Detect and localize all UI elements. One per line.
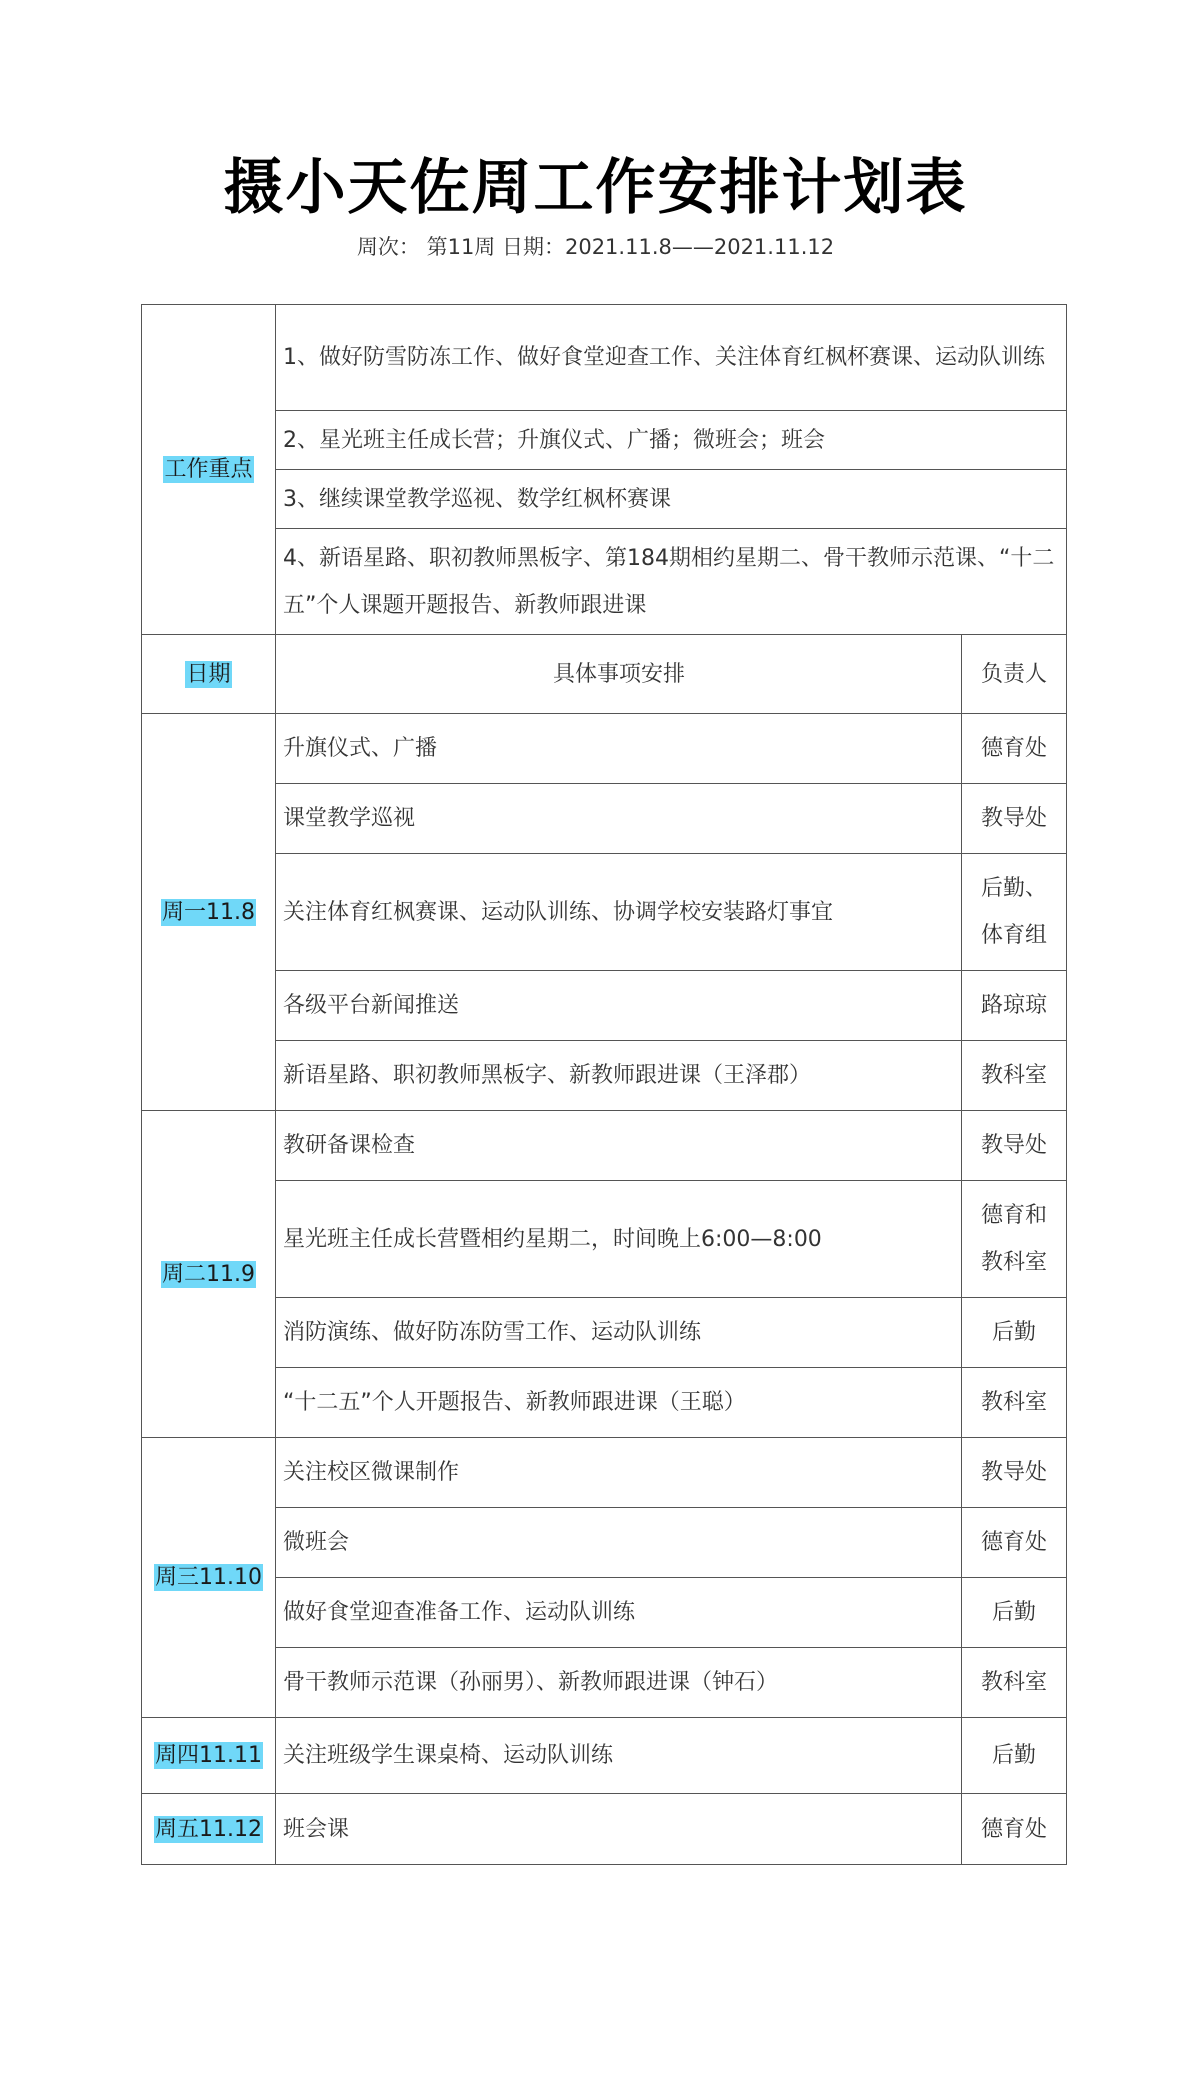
task-owner: 德育处	[962, 1508, 1067, 1578]
task-owner-text: 德育和教科室	[980, 1203, 1047, 1275]
task-owner-text: 后勤、体育组	[980, 876, 1047, 948]
week-date-line: 周次： 第11周 日期：2021.11.8——2021.11.12	[356, 235, 835, 259]
table-row	[142, 1648, 1067, 1718]
task-item: 教研备课检查	[276, 1111, 962, 1181]
task-owner: 后勤	[962, 1298, 1067, 1368]
focus-item: 1、做好防雪防冻工作、做好食堂迎查工作、关注体育红枫杯赛课、运动队训练	[276, 305, 1067, 411]
table-row	[142, 1111, 1067, 1181]
table-row	[142, 1718, 1067, 1794]
table-header-row	[142, 635, 1067, 714]
header-date: 日期	[186, 661, 231, 687]
task-owner: 德育处	[962, 1794, 1067, 1865]
day-label: 周三11.10	[155, 1565, 262, 1590]
table-row	[142, 1181, 1067, 1298]
table-row	[142, 854, 1067, 971]
table-row	[142, 1794, 1067, 1865]
task-item: 班会课	[276, 1794, 962, 1865]
table-row	[142, 1438, 1067, 1508]
task-owner: 教科室	[962, 1648, 1067, 1718]
day-label-cell	[142, 1794, 276, 1865]
task-owner: 后勤	[962, 1578, 1067, 1648]
task-item: 课堂教学巡视	[276, 784, 962, 854]
task-item: 升旗仪式、广播	[276, 714, 962, 784]
header-owner: 负责人	[962, 635, 1067, 714]
focus-row	[142, 411, 1067, 470]
task-owner	[962, 1181, 1067, 1298]
table-row	[142, 1368, 1067, 1438]
table-row	[142, 1298, 1067, 1368]
day-label: 周一11.8	[162, 899, 255, 925]
focus-label-cell	[142, 305, 276, 635]
day-label-cell	[142, 1718, 276, 1794]
schedule-table	[141, 304, 1067, 1865]
page-title: 摄小天佐周工作安排计划表	[223, 153, 968, 223]
focus-item: 4、新语星路、职初教师黑板字、第184期相约星期二、骨干教师示范课、“十二五”个人课题开题报告、新教师跟进课	[276, 529, 1067, 635]
table-row	[142, 1508, 1067, 1578]
header-items: 具体事项安排	[276, 635, 962, 714]
day-label: 周四11.11	[155, 1743, 262, 1768]
task-item: 消防演练、做好防冻防雪工作、运动队训练	[276, 1298, 962, 1368]
day-label-cell	[142, 1438, 276, 1718]
task-owner: 路琼琼	[962, 971, 1067, 1041]
table-row	[142, 1041, 1067, 1111]
task-item: 关注班级学生课桌椅、运动队训练	[276, 1718, 962, 1794]
focus-row	[142, 470, 1067, 529]
task-owner: 教科室	[962, 1041, 1067, 1111]
table-row	[142, 1578, 1067, 1648]
focus-row	[142, 305, 1067, 411]
task-item: 做好食堂迎查准备工作、运动队训练	[276, 1578, 962, 1648]
task-owner: 教科室	[962, 1368, 1067, 1438]
task-owner: 教导处	[962, 1438, 1067, 1508]
task-item: 星光班主任成长营暨相约星期二，时间晚上6:00—8:00	[276, 1181, 962, 1298]
table-row	[142, 714, 1067, 784]
task-item: 关注体育红枫赛课、运动队训练、协调学校安装路灯事宜	[276, 854, 962, 971]
task-item: 新语星路、职初教师黑板字、新教师跟进课（王泽郡）	[276, 1041, 962, 1111]
table-row	[142, 971, 1067, 1041]
task-item: “十二五”个人开题报告、新教师跟进课（王聪）	[276, 1368, 962, 1438]
task-owner: 教导处	[962, 1111, 1067, 1181]
task-item: 骨干教师示范课（孙丽男）、新教师跟进课（钟石）	[276, 1648, 962, 1718]
task-owner: 教导处	[962, 784, 1067, 854]
day-label: 周二11.9	[162, 1261, 255, 1287]
task-owner: 德育处	[962, 714, 1067, 784]
day-label: 周五11.12	[155, 1816, 262, 1842]
table-row	[142, 784, 1067, 854]
focus-row	[142, 529, 1067, 635]
header-date-cell	[142, 635, 276, 714]
task-item: 微班会	[276, 1508, 962, 1578]
focus-item: 3、继续课堂教学巡视、数学红枫杯赛课	[276, 470, 1067, 529]
day-label-cell	[142, 714, 276, 1111]
focus-label: 工作重点	[164, 457, 253, 482]
task-item: 关注校区微课制作	[276, 1438, 962, 1508]
task-owner	[962, 854, 1067, 971]
day-label-cell	[142, 1111, 276, 1438]
focus-item: 2、星光班主任成长营；升旗仪式、广播；微班会；班会	[276, 411, 1067, 470]
task-owner: 后勤	[962, 1718, 1067, 1794]
task-item: 各级平台新闻推送	[276, 971, 962, 1041]
